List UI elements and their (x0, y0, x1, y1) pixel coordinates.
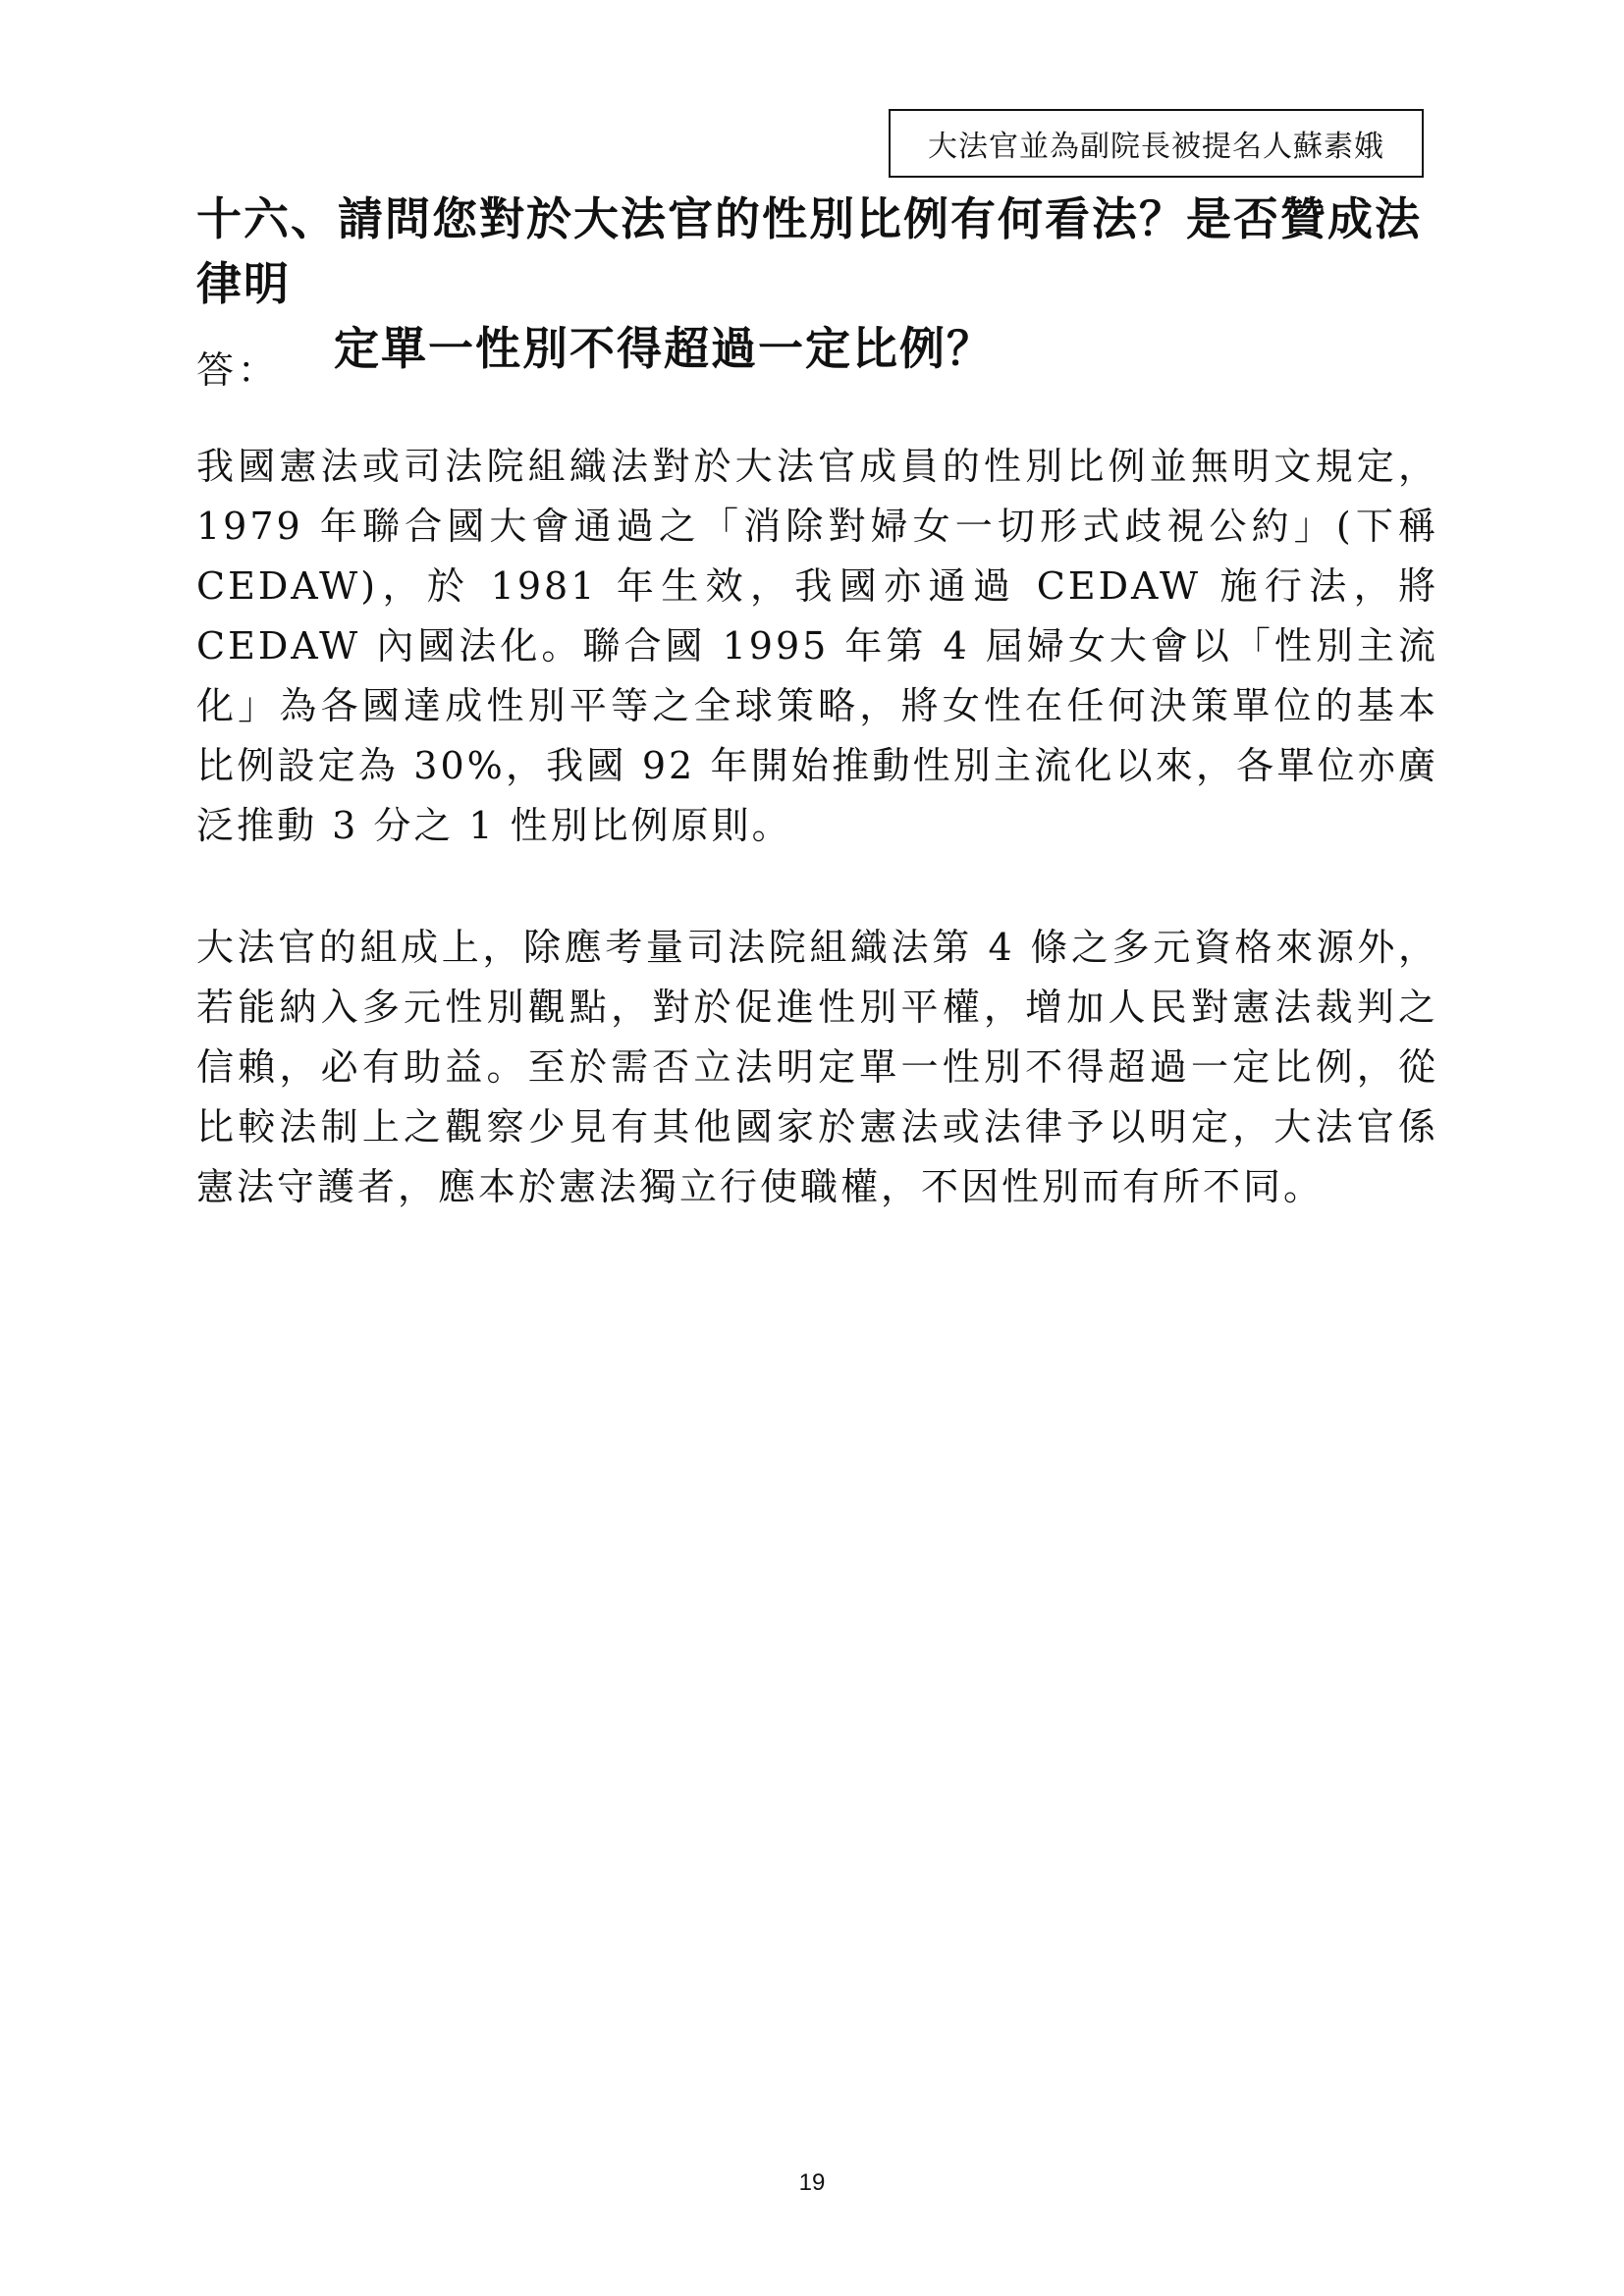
page-number: 19 (798, 2169, 826, 2196)
nominee-header-box (889, 109, 1424, 178)
question-line-2: 定單一性別不得超過一定比例？ (334, 322, 994, 375)
question-line-1: 十六、請問您對於大法官的性別比例有何看法？是否贊成法律明 (196, 192, 1422, 310)
answer-paragraph-1: 我國憲法或司法院組織法對於大法官成員的性別比例並無明文規定，1979 年聯合國大會通過之「消除對婦女一切形式歧視公約」(下稱 CEDAW)，於 1981 年生效，我國亦通過 CEDAW 施行法，將CEDAW 內國法化。聯合國 1995 年第 4 屆婦女大會以「性別主流化」為各國達成性別平等之全球策略，將女性在任何決策單位的基本比例設定為 30%，我國 92 年開始推動性別主流化以來，各單位亦廣泛推動 3 分之 1 性別比例原則。 (196, 445, 1438, 847)
answer-paragraph-2: 大法官的組成上，除應考量司法院組織法第 4 條之多元資格來源外，若能納入多元性別觀點，對於促進性別平權，增加人民對憲法裁判之信賴，必有助益。至於需否立法明定單一性別不得超過一定比例，從比較法制上之觀察少見有其他國家於憲法或法律予以明定，大法官係憲法守護者，應本於憲法獨立行使職權，不因性別而有所不同。 (196, 926, 1438, 1208)
nominee-header-text: 大法官並為副院長被提名人蘇素娥 (928, 130, 1384, 164)
answer-label: 答： (196, 348, 280, 392)
question-heading (196, 187, 1453, 381)
